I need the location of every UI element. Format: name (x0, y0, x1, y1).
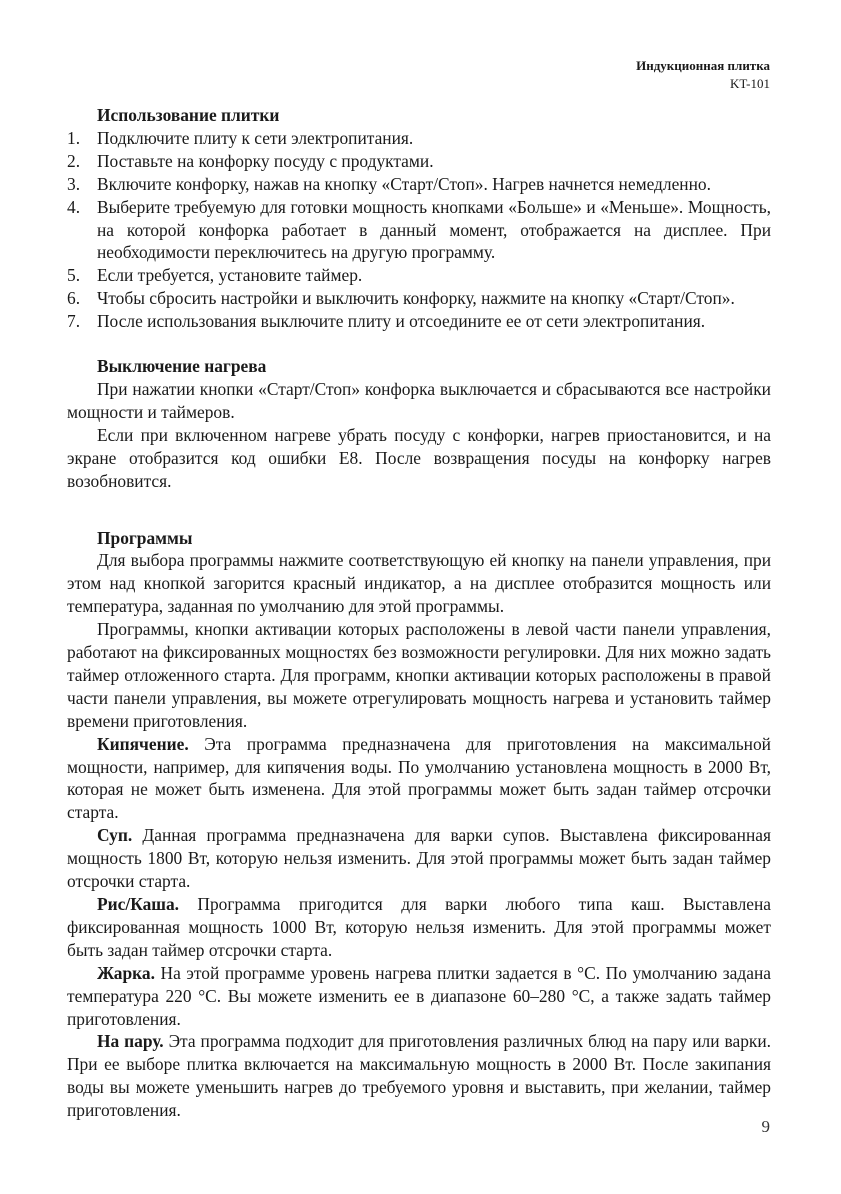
step-text: Чтобы сбросить настройки и выключить конфорку, нажмите на кнопку «Старт/Стоп». (97, 288, 735, 309)
usage-steps-list (67, 127, 771, 333)
paragraph: Программы, кнопки активации которых расположены в левой части панели управления, работают на фиксированных мощностях без возможности регулировки. Для них можно задать таймер отложенного старта. Для программ, кнопки активации которых расположены в правой части панели управления, вы можете отрегулировать мощность нагрева и установить таймер времени приготовления. (67, 619, 771, 731)
section-title-usage: Использование плитки (97, 105, 280, 125)
step-number: 5. (67, 265, 81, 286)
step-number: 1. (67, 127, 81, 148)
program-text: На этой программе уровень нагрева плитки задается в °C. По умолчанию задана температура 220 °C. Вы можете изменить ее в диапазоне 60–280 °C, а также задать таймер приготовления. (67, 962, 771, 1029)
step-number: 4. (67, 196, 81, 217)
list-item (67, 150, 771, 173)
program-description (67, 1030, 771, 1122)
program-text: Данная программа предназначена для варки супов. Выставлена фиксированная мощность 1800 Вт, которую нельзя изменить. Для этой программы может быть задан таймер отсрочки старта. (67, 825, 771, 892)
section-title-heating-off: Выключение нагрева (97, 356, 267, 377)
step-text: Выберите требуемую для готовки мощность кнопками «Больше» и «Меньше». Мощность, на которой конфорка работает в данный момент, отображается на дисплее. При необходимости переключитесь на другую программу. (97, 196, 771, 263)
step-text: Включите конфорку, нажав на кнопку «Старт/Стоп». Нагрев начнется немедленно. (97, 173, 711, 194)
paragraph: Если при включенном нагреве убрать посуду с конфорки, нагрев приостановится, и на экране отобразится код ошибки E8. После возвращения посуды на конфорку нагрев возобновится. (67, 424, 771, 491)
page-number: 9 (761, 1117, 770, 1136)
paragraph: Для выбора программы нажмите соответствующую ей кнопку на панели управления, при этом над кнопкой загорится красный индикатор, а на дисплее отобразится мощность или температура, заданная по умолчанию для этой программы. (67, 550, 771, 617)
step-text: После использования выключите плиту и отсоедините ее от сети электропитания. (97, 311, 706, 332)
section-title-programs: Программы (97, 527, 193, 548)
list-item (67, 127, 771, 150)
step-text: Подключите плиту к сети электропитания. (97, 127, 414, 148)
paragraph: При нажатии кнопки «Старт/Стоп» конфорка выключается и сбрасываются все настройки мощности и таймеров. (67, 378, 771, 422)
list-item (67, 173, 771, 196)
program-description (67, 733, 771, 825)
step-number: 2. (67, 150, 81, 171)
program-description (67, 893, 771, 962)
list-item (67, 310, 771, 333)
section-spacer (67, 493, 771, 527)
list-item (67, 196, 771, 265)
step-number: 7. (67, 311, 81, 332)
list-item (67, 264, 771, 287)
program-name: Жарка. (97, 962, 155, 983)
program-description (67, 824, 771, 893)
program-name: На пару. (97, 1031, 164, 1052)
program-text: Программа пригодится для варки любого типа каш. Выставлена фиксированная мощность 1000 Вт, которую нельзя изменить. Для этой программы может быть задан таймер отсрочки старта. (67, 894, 771, 960)
step-number: 3. (67, 173, 81, 194)
section-spacer (67, 333, 771, 355)
step-text: Если требуется, установите таймер. (97, 265, 363, 286)
step-text: Поставьте на конфорку посуду с продуктами. (97, 150, 434, 171)
running-header (636, 57, 770, 93)
program-description (67, 962, 771, 1031)
header-model: KT-101 (730, 76, 770, 91)
step-number: 6. (67, 288, 81, 309)
program-name: Суп. (97, 825, 133, 846)
header-product-title: Индукционная плитка (636, 58, 770, 73)
program-text: Эта программа предназначена для приготовления на максимальной мощности, например, для кипячения воды. По умолчанию установлена мощность в 2000 Вт, которая не может быть изменена. Для этой программы может быть задан таймер отсрочки старта. (67, 733, 771, 823)
program-text: Эта программа подходит для приготовления различных блюд на пару или варки. При ее выборе плитка включается на максимальную мощность в 2000 Вт. После закипания воды вы можете уменьшить нагрев до требуемого уровня и выставить, при желании, таймер приготовления. (67, 1031, 771, 1121)
program-name: Кипячение. (97, 733, 189, 754)
program-name: Рис/Каша. (97, 894, 179, 914)
list-item (67, 287, 771, 310)
page-body (67, 104, 771, 1122)
